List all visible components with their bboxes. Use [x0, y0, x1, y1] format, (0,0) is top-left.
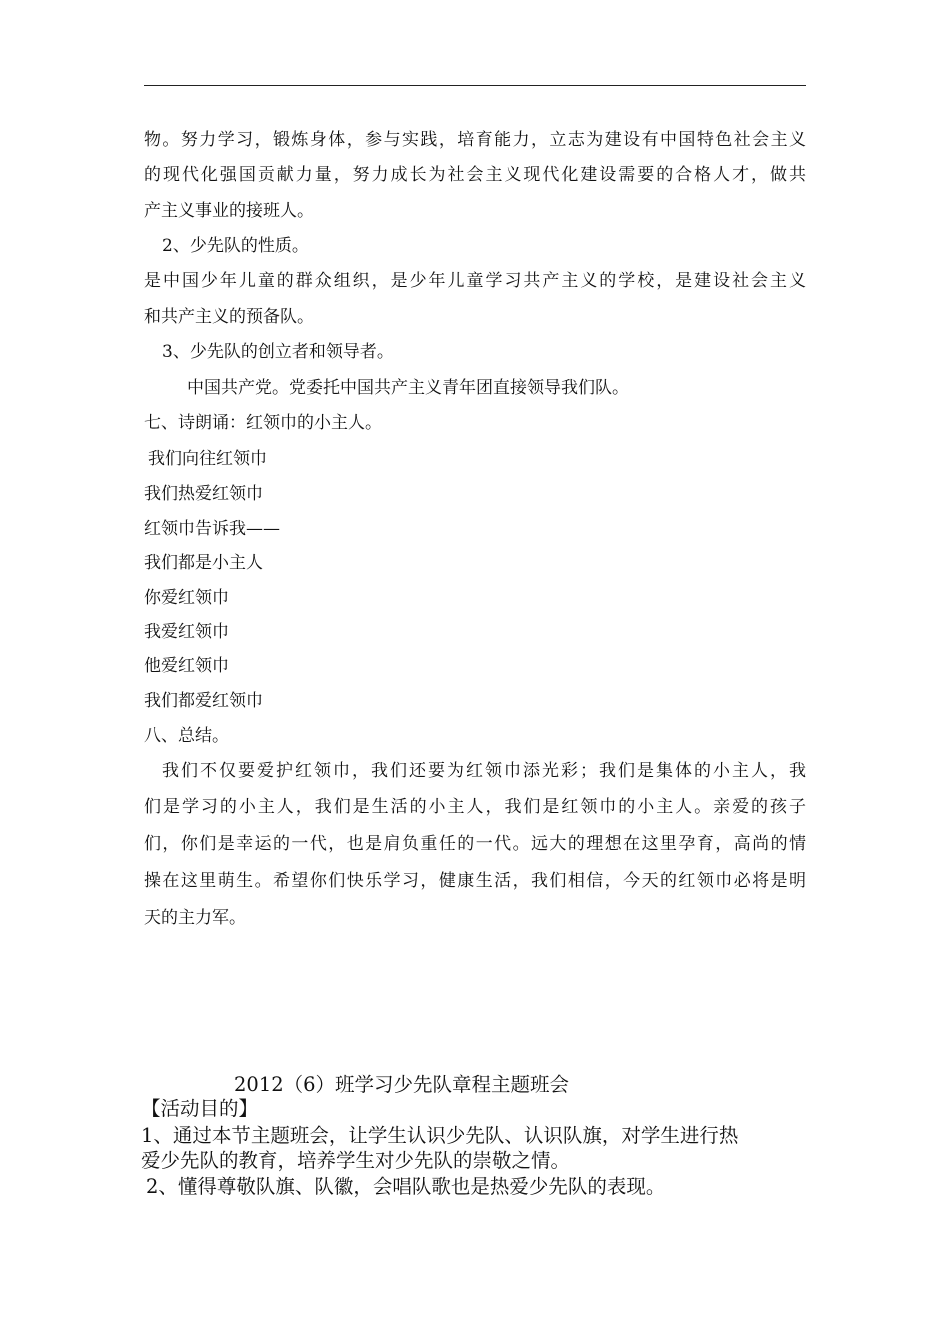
summary-line-4: 操在这里萌生。希望你们快乐学习，健康生活，我们相信，今天的红领巾必将是明	[144, 871, 806, 891]
poem-line: 我们热爱红领巾	[144, 484, 263, 504]
section-8-heading: 八、总结。	[144, 726, 229, 746]
second-doc-title: 2012（6）班学习少先队章程主题班会	[234, 1073, 570, 1096]
summary-line-3: 们，你们是幸运的一代，也是肩负重任的一代。远大的理想在这里孕育，高尚的情	[144, 834, 806, 854]
item-2-line-2: 和共产主义的预备队。	[144, 307, 314, 327]
header-rule	[144, 85, 806, 86]
poem-line: 我们向往红领巾	[148, 449, 267, 469]
poem-line: 我们都爱红领巾	[144, 691, 263, 711]
summary-line-5: 天的主力军。	[144, 908, 246, 928]
poem-line: 他爱红领巾	[144, 656, 229, 676]
purpose-item-1-line-2: 爱少先队的教育，培养学生对少先队的崇敬之情。	[141, 1149, 571, 1172]
poem-line: 红领巾告诉我——	[144, 519, 280, 539]
paragraph-1-line-2: 的现代化强国贡献力量，努力成长为社会主义现代化建设需要的合格人才，做共	[144, 165, 806, 185]
item-3-heading: 3、少先队的创立者和领导者。	[162, 342, 394, 362]
poem-line: 你爱红领巾	[144, 588, 229, 608]
activity-purpose-heading: 【活动目的】	[141, 1097, 259, 1120]
summary-line-2: 们是学习的小主人，我们是生活的小主人，我们是红领巾的小主人。亲爱的孩子	[144, 797, 806, 817]
poem-line: 我们都是小主人	[144, 553, 263, 573]
purpose-item-2: 2、懂得尊敬队旗、队徽，会唱队歌也是热爱少先队的表现。	[146, 1175, 666, 1198]
poem-line: 我爱红领巾	[144, 622, 229, 642]
summary-line-1: 我们不仅要爱护红领巾，我们还要为红领巾添光彩；我们是集体的小主人，我	[162, 761, 806, 781]
paragraph-1-line-3: 产主义事业的接班人。	[144, 201, 314, 221]
section-7-heading: 七、诗朗诵：红领巾的小主人。	[144, 413, 382, 433]
item-3-body: 中国共产党。党委托中国共产主义青年团直接领导我们队。	[187, 378, 629, 398]
item-2-heading: 2、少先队的性质。	[162, 236, 309, 256]
paragraph-1-line-1: 物。努力学习，锻炼身体，参与实践，培育能力，立志为建设有中国特色社会主义	[144, 130, 806, 150]
purpose-item-1-line-1: 1、通过本节主题班会，让学生认识少先队、认识队旗，对学生进行热	[141, 1124, 739, 1147]
item-2-line-1: 是中国少年儿童的群众组织，是少年儿童学习共产主义的学校，是建设社会主义	[144, 271, 806, 291]
